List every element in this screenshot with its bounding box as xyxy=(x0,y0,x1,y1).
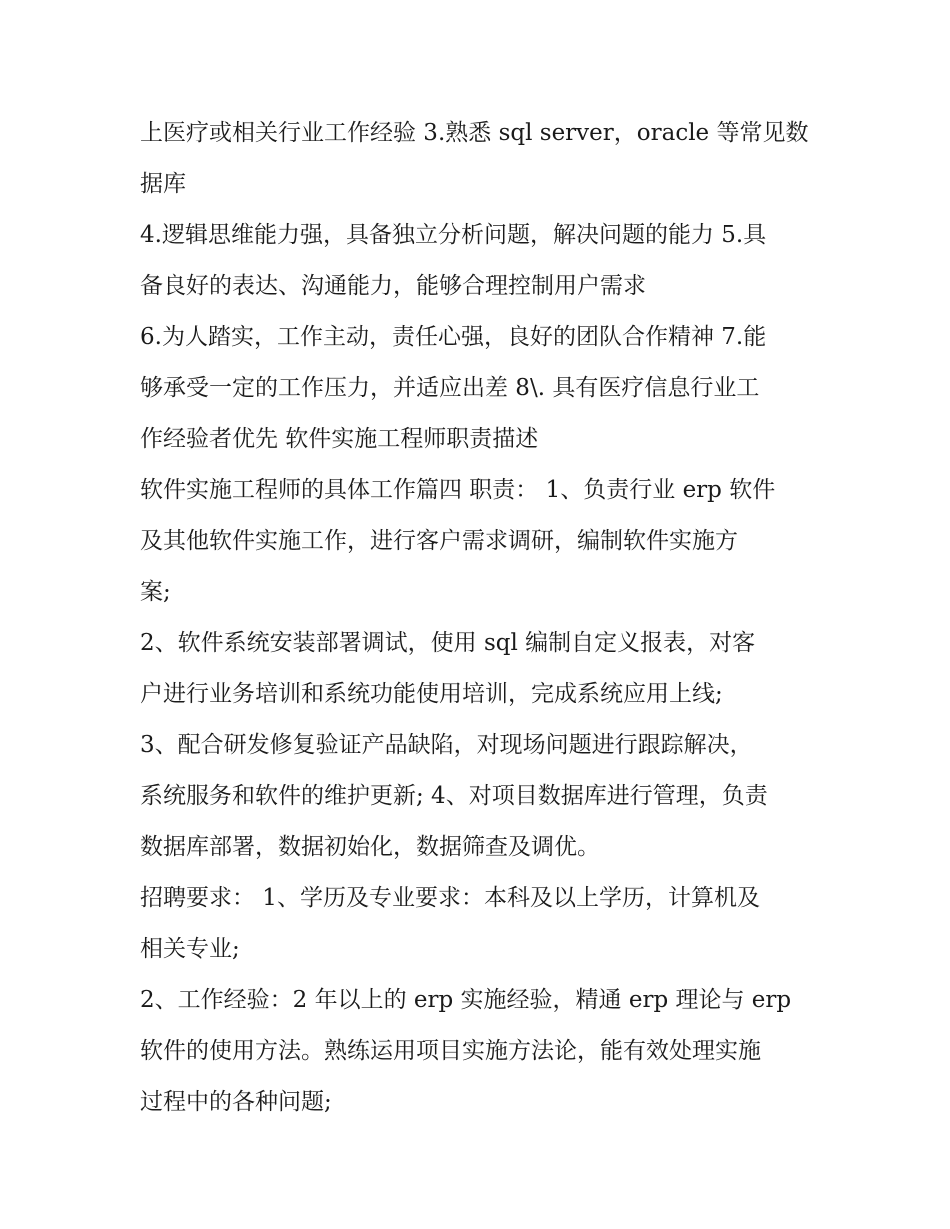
text-line: 4.逻辑思维能力强，具备独立分析问题，解决问题的能力 5.具 xyxy=(140,222,767,248)
text-line: 户进行业务培训和系统功能使用培训，完成系统应用上线; xyxy=(140,681,723,707)
text-line: 及其他软件实施工作，进行客户需求调研，编制软件实施方 xyxy=(140,528,738,554)
text-line: 软件实施工程师的具体工作篇四 职责： 1、负责行业 erp 软件 xyxy=(140,477,776,503)
text-line: 上医疗或相关行业工作经验 3.熟悉 sql server，oracle 等常见数 xyxy=(140,120,809,146)
text-line: 备良好的表达、沟通能力，能够合理控制用户需求 xyxy=(140,273,646,299)
text-line: 系统服务和软件的维护更新; 4、对项目数据库进行管理，负责 xyxy=(140,783,768,809)
text-line: 相关专业; xyxy=(140,936,240,962)
text-line: 招聘要求： 1、学历及专业要求：本科及以上学历，计算机及 xyxy=(140,885,760,911)
text-line: 软件的使用方法。熟练运用项目实施方法论，能有效处理实施 xyxy=(140,1038,761,1064)
text-line: 2、软件系统安装部署调试，使用 sql 编制自定义报表，对客 xyxy=(140,630,756,656)
text-line: 过程中的各种问题; xyxy=(140,1089,332,1115)
text-line: 数据库部署，数据初始化，数据筛查及调优。 xyxy=(140,834,600,860)
text-line: 作经验者优先 软件实施工程师职责描述 xyxy=(140,426,539,452)
text-line: 案; xyxy=(140,579,171,605)
document-body xyxy=(140,108,830,1128)
text-line: 够承受一定的工作压力，并适应出差 8\. 具有医疗信息行业工 xyxy=(140,375,760,401)
text-line: 6.为人踏实，工作主动，责任心强，良好的团队合作精神 7.能 xyxy=(140,324,767,350)
text-line: 2、工作经验：2 年以上的 erp 实施经验，精通 erp 理论与 erp xyxy=(140,987,792,1013)
text-line: 据库 xyxy=(140,171,186,197)
text-line: 3、配合研发修复验证产品缺陷，对现场问题进行跟踪解决， xyxy=(140,732,753,758)
